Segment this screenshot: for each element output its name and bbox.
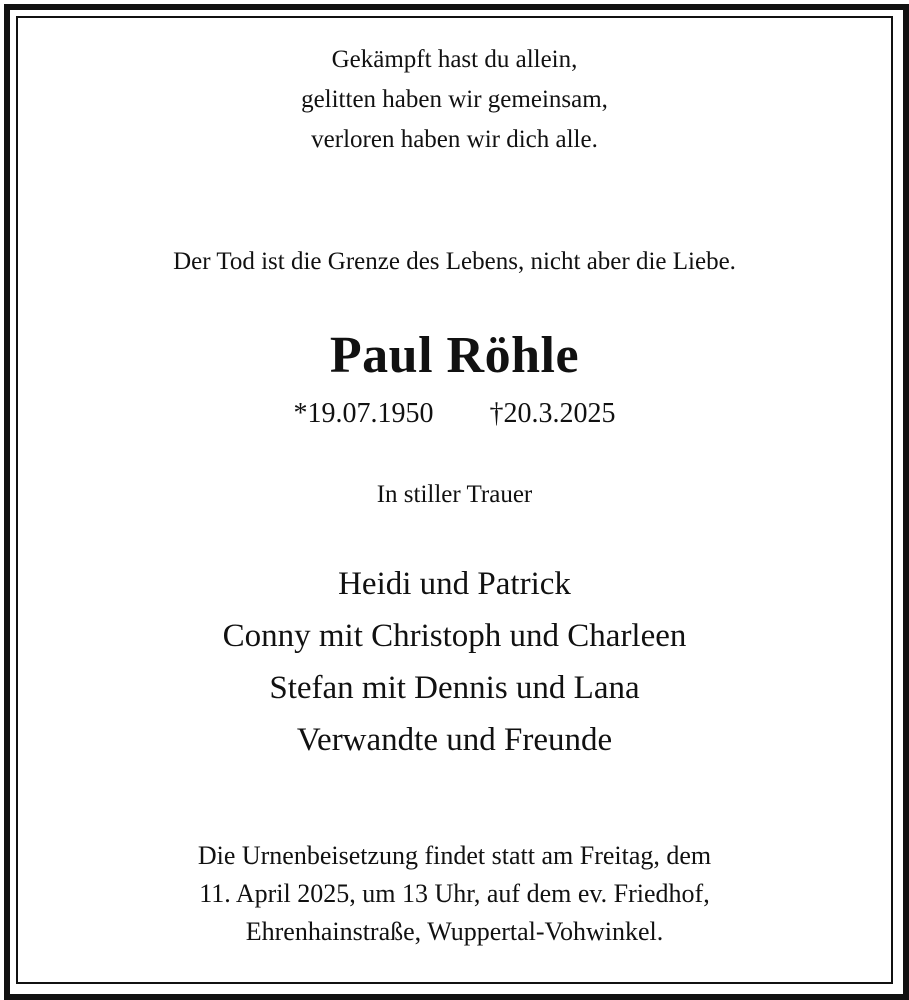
poem-line: gelitten haben wir gemeinsam, <box>301 86 608 113</box>
funeral-notice-line: 11. April 2025, um 13 Uhr, auf dem ev. Friedhof, <box>199 879 710 908</box>
death-date: †20.3.2025 <box>489 398 616 429</box>
mourner-line: Conny mit Christoph und Charleen <box>222 618 687 654</box>
funeral-notice-line: Ehrenhainstraße, Wuppertal-Vohwinkel. <box>245 917 664 946</box>
mourner-line: Verwandte und Freunde <box>296 722 613 758</box>
mourning-line: In stiller Trauer <box>376 481 533 508</box>
funeral-notice-line: Die Urnenbeisetzung findet statt am Freitag, dem <box>197 841 712 870</box>
life-dates <box>18 398 891 430</box>
poem-line: Gekämpft hast du allein, <box>331 46 578 73</box>
deceased-name: Paul Röhle <box>329 327 580 384</box>
obituary-notice <box>18 18 891 982</box>
mourner-line: Stefan mit Dennis und Lana <box>269 670 640 706</box>
birth-date: *19.07.1950 <box>293 398 434 429</box>
motto-quote: Der Tod ist die Grenze des Lebens, nicht aber die Liebe. <box>173 248 736 275</box>
poem-line: verloren haben wir dich alle. <box>311 126 598 153</box>
mourner-line: Heidi und Patrick <box>338 566 571 602</box>
